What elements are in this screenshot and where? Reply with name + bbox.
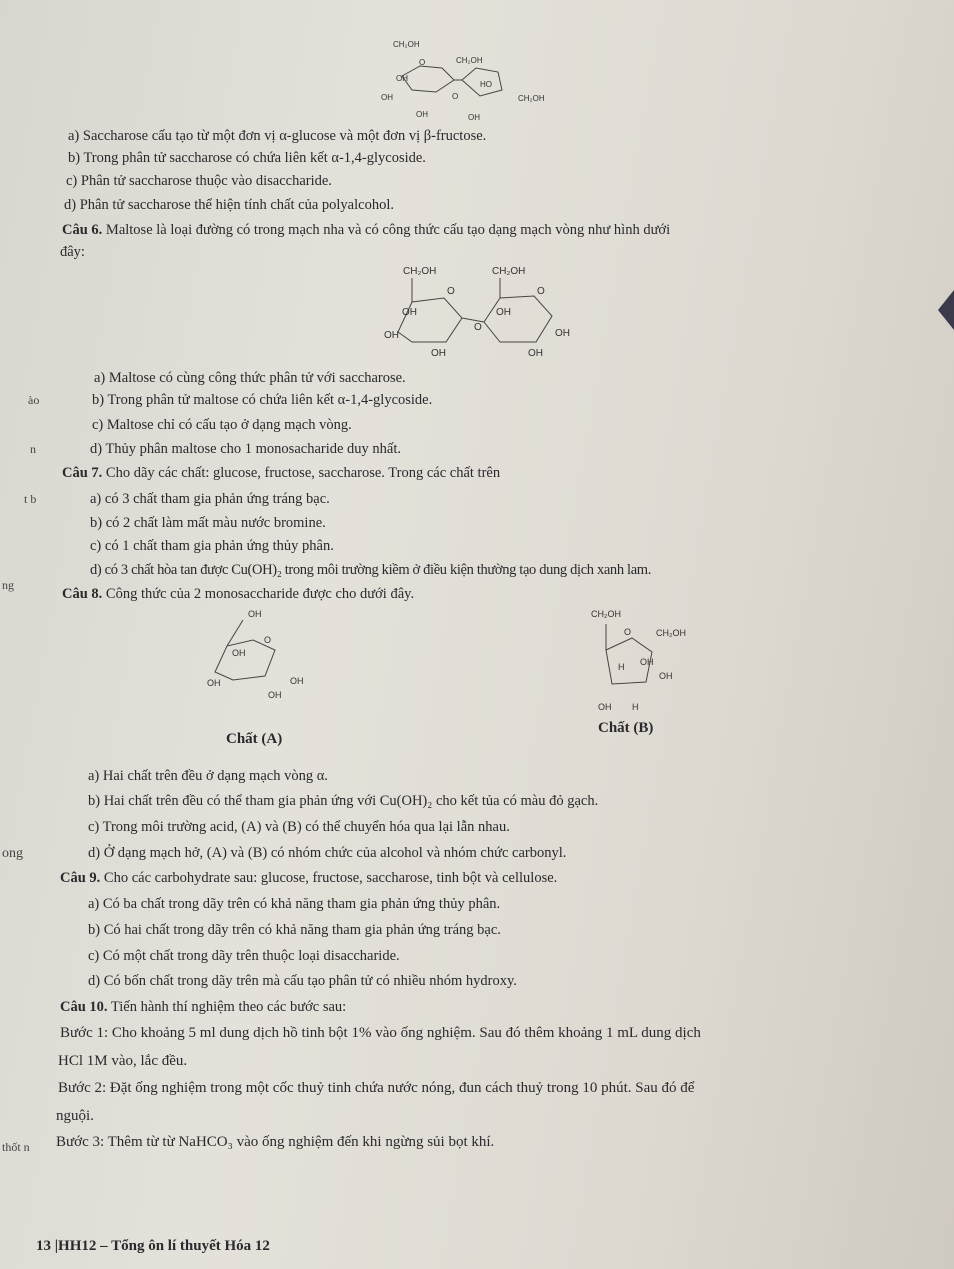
compound-a-label: O	[264, 635, 272, 645]
maltose-label: O	[474, 322, 482, 333]
compound-b-label: OH	[659, 671, 673, 681]
compound-b-label: OH	[598, 702, 612, 712]
page-corner-shape	[928, 290, 954, 360]
q6-stem	[62, 221, 670, 239]
q7-stem	[62, 464, 500, 482]
q6-title: Câu 6.	[62, 222, 103, 238]
maltose-label: CH₂OH	[403, 266, 437, 277]
q7-option-a: a) có 3 chất tham gia phản ứng tráng bạc.	[90, 491, 330, 507]
q10-title: Câu 10.	[60, 999, 108, 1015]
compound-a-label: OH	[290, 676, 304, 686]
sucrose-label: O	[419, 58, 426, 67]
sucrose-label: CH₂OH	[393, 40, 420, 49]
margin-fragment: n	[30, 442, 36, 456]
maltose-label: O	[537, 286, 545, 297]
q10-step1-cont: HCl 1M vào, lắc đều.	[58, 1053, 188, 1069]
maltose-label: OH	[402, 307, 417, 318]
compound-b-label: O	[624, 627, 632, 637]
q5-option-d: d) Phân tử saccharose thể hiện tính chất của polyalcohol.	[64, 197, 394, 213]
compound-a-label: OH	[268, 690, 282, 700]
sucrose-label: CH₂OH	[518, 94, 545, 103]
compound-a-label: OH	[248, 609, 262, 619]
q8-title: Câu 8.	[62, 586, 103, 602]
q6-stem-cont: đây:	[60, 244, 85, 260]
margin-fragment: ng	[2, 578, 14, 592]
maltose-label: OH	[384, 330, 399, 341]
q8-option-a: a) Hai chất trên đều ở dạng mạch vòng α.	[88, 768, 328, 784]
compound-a-label: OH	[207, 678, 221, 688]
margin-fragment: thốt n	[2, 1140, 30, 1154]
q7-option-b: b) có 2 chất làm mất màu nước bromine.	[90, 515, 326, 531]
q10-stem	[60, 998, 346, 1016]
q10-step3: Bước 3: Thêm từ từ NaHCO₃ vào ống nghiệm đến khi ngừng sủi bọt khí.	[56, 1134, 495, 1150]
q8-option-c: c) Trong môi trường acid, (A) và (B) có thể chuyển hóa qua lại lẫn nhau.	[88, 819, 510, 835]
sucrose-label: OH	[468, 113, 480, 122]
maltose-label: OH	[555, 328, 570, 339]
sucrose-label: CH₂OH	[456, 56, 483, 65]
q9-option-a: a) Có ba chất trong dãy trên có khả năng tham gia phản ứng thủy phân.	[88, 896, 501, 912]
margin-fragment: ong	[2, 846, 23, 861]
compound-a-label: OH	[232, 648, 246, 658]
q5-option-a: a) Saccharose cấu tạo từ một đơn vị α-glucose và một đơn vị β-fructose.	[68, 128, 487, 144]
q10-stem-text: Tiến hành thí nghiệm theo các bước sau:	[107, 999, 347, 1015]
q10-step2: Bước 2: Đặt ống nghiệm trong một cốc thuỷ tinh chứa nước nóng, đun cách thuỷ trong 10 phút. Sau đó để	[58, 1080, 695, 1096]
q9-title: Câu 9.	[60, 870, 101, 886]
q9-option-d: d) Có bốn chất trong dãy trên mà cấu tạo phân tử có nhiều nhóm hydroxy.	[88, 973, 517, 989]
compound-a-structure	[205, 610, 315, 700]
q6-option-b: b) Trong phân tử maltose có chứa liên kết α-1,4-glycoside.	[92, 392, 433, 408]
q8-option-d: d) Ở dạng mạch hở, (A) và (B) có nhóm chức của alcohol và nhóm chức carbonyl.	[88, 845, 567, 861]
compound-b-label: H	[632, 702, 639, 712]
q7-option-c: c) có 1 chất tham gia phản ứng thủy phân.	[90, 538, 334, 554]
q6-option-c: c) Maltose chỉ có cấu tạo ở dạng mạch vòng.	[92, 417, 352, 433]
q8-stem-text: Công thức của 2 monosaccharide được cho dưới đây.	[102, 586, 415, 602]
margin-fragment: ào	[28, 393, 40, 407]
q5-option-c: c) Phân tử saccharose thuộc vào disaccharide.	[66, 173, 332, 189]
sucrose-label: OH	[396, 74, 408, 83]
compound-b-label: CH₂OH	[591, 609, 621, 619]
q9-option-c: c) Có một chất trong dãy trên thuộc loại disaccharide.	[88, 948, 400, 964]
compound-b-label: H	[618, 662, 625, 672]
compound-b-caption: Chất (B)	[598, 720, 654, 736]
q9-stem	[60, 869, 557, 887]
compound-a-caption: Chất (A)	[226, 731, 283, 747]
q6-option-d: d) Thủy phân maltose cho 1 monosacharide duy nhất.	[90, 441, 402, 457]
q9-stem-text: Cho các carbohydrate sau: glucose, fructose, saccharose, tinh bột và cellulose.	[100, 870, 558, 886]
sucrose-label: OH	[416, 110, 428, 119]
q10-step2-cont: nguội.	[56, 1108, 94, 1124]
q8-option-b: b) Hai chất trên đều có thể tham gia phản ứng với Cu(OH)₂ cho kết tủa có màu đỏ gạch.	[88, 793, 599, 809]
q6-stem-text: Maltose là loại đường có trong mạch nha và có công thức cấu tạo dạng mạch vòng như hình dưới	[102, 222, 671, 238]
maltose-label: CH₂OH	[492, 266, 526, 277]
q7-title: Câu 7.	[62, 465, 103, 481]
maltose-label: OH	[496, 307, 511, 318]
q10-step1: Bước 1: Cho khoảng 5 ml dung dịch hồ tinh bột 1% vào ống nghiệm. Sau đó thêm khoảng 1 mL dung dịch	[60, 1025, 701, 1041]
maltose-label: OH	[431, 348, 446, 359]
maltose-label: O	[447, 286, 455, 297]
q9-option-b: b) Có hai chất trong dãy trên có khả năng tham gia phản ứng tráng bạc.	[88, 922, 501, 938]
q8-stem	[62, 585, 414, 603]
sucrose-label: O	[452, 92, 459, 101]
maltose-label: OH	[528, 348, 543, 359]
compound-b-label: OH	[640, 657, 654, 667]
q6-option-a: a) Maltose có cùng công thức phân tử với saccharose.	[94, 370, 406, 386]
q7-option-d: d) có 3 chất hòa tan được Cu(OH)₂ trong môi trường kiềm ở điều kiện thường tạo dung dịch xanh lam.	[90, 562, 651, 578]
sucrose-label: OH	[381, 93, 393, 102]
q7-stem-text: Cho dãy các chất: glucose, fructose, saccharose. Trong các chất trên	[102, 465, 501, 481]
q5-option-b: b) Trong phân tử saccharose có chứa liên kết α-1,4-glycoside.	[68, 150, 426, 166]
margin-fragment: t b	[24, 492, 37, 506]
page-footer: 13 |HH12 – Tổng ôn lí thuyết Hóa 12	[36, 1238, 270, 1254]
sucrose-label: HO	[480, 80, 492, 89]
compound-b-label: CH₂OH	[656, 628, 686, 638]
